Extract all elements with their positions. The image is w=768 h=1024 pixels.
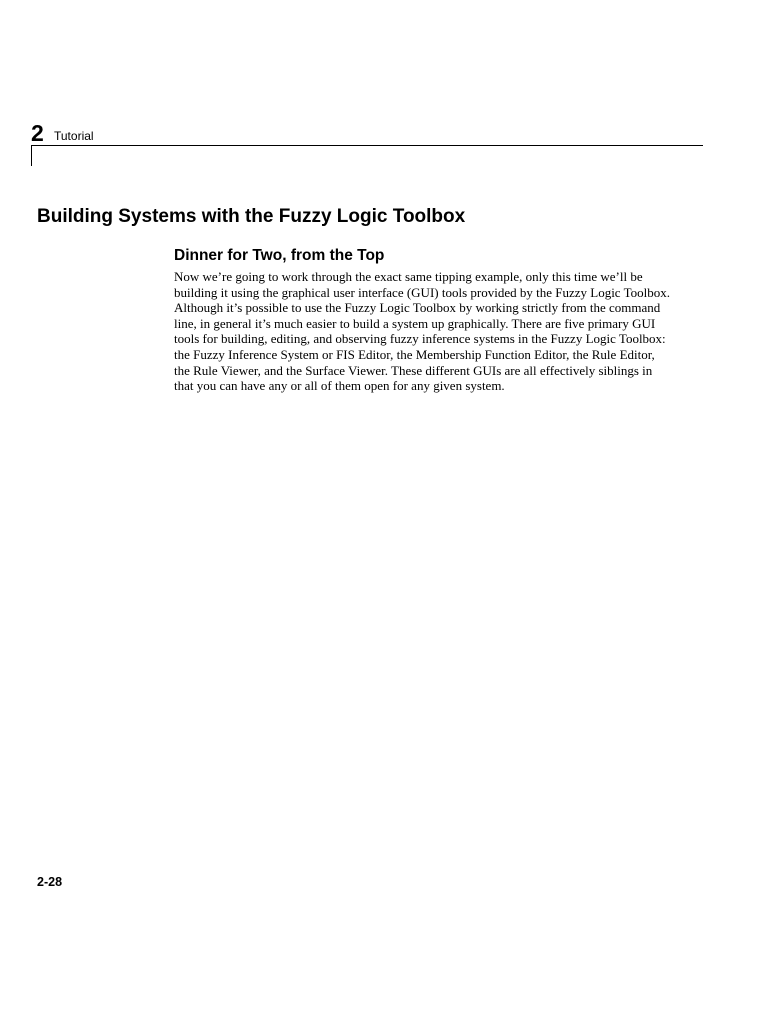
header-rule xyxy=(31,145,703,146)
chapter-label: Tutorial xyxy=(54,129,94,143)
page-number: 2-28 xyxy=(37,875,63,889)
chapter-number: 2 xyxy=(31,120,44,146)
header-tick xyxy=(31,145,32,166)
chapter-header xyxy=(31,120,703,170)
body-paragraph: Now we’re going to work through the exact same tipping example, only this time we’ll be building it using the graphical user interface (GUI) tools provided by the Fuzzy Logic Toolbox. Although it’s possible to use the Fuzzy Logic Toolbox by working strictly from the command line, in general it’s much easier to build a system up graphically. There are five primary GUI tools for building, editing, and observing fuzzy inference systems in the Fuzzy Logic Toolbox: the Fuzzy Inference System or FIS Editor, the Membership Function Editor, the Rule Editor, the Rule Viewer, and the Surface Viewer. These different GUIs are all effectively siblings in that you can have any or all of them open for any given system. xyxy=(174,269,670,394)
subsection-title: Dinner for Two, from the Top xyxy=(174,247,385,264)
section-title: Building Systems with the Fuzzy Logic Toolbox xyxy=(37,206,466,227)
